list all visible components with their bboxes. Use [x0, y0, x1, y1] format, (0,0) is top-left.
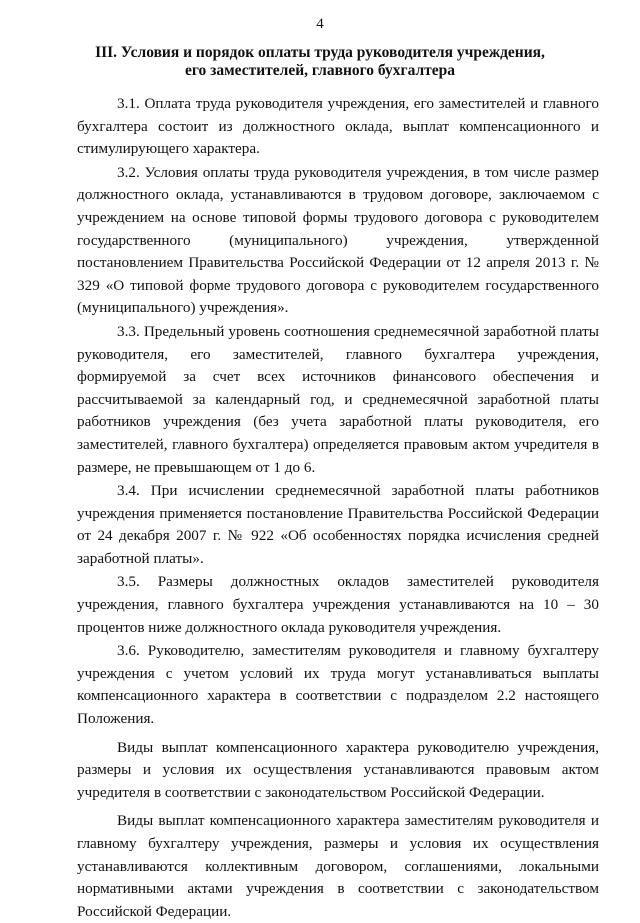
paragraph-3-3: 3.3. Предельный уровень соотношения среднемесячной заработной платы руководителя, его заместителей, главного бухгалтера учреждения, формируемой за счет всех источников финансового обеспечения и рассчитываемой за календарный год, и среднемесячной заработной платы работников учреждения (без учета заработной платы руководителя, его заместителей, главного бухгалтера) определяется правовым актом учредителя в размере, не превышающем от 1 до 6. — [77, 322, 599, 476]
section-title-line-1: III. Условия и порядок оплаты труда руководителя учреждения, — [95, 44, 545, 61]
page-number: 4 — [316, 16, 324, 32]
document-body — [77, 93, 599, 923]
section-title — [80, 44, 560, 80]
paragraph-compensation-deputies: Виды выплат компенсационного характера заместителям руководителя и главному бухгалтеру учреждения, размеры и условия их осуществления устанавливаются коллективным договором, соглашениями, локальными нормативными актами учреждения в соответствии с законодательством Российской Федерации. — [77, 812, 599, 920]
section-title-line-2: его заместителей, главного бухгалтера — [184, 62, 456, 79]
paragraph-3-4: 3.4. При исчислении среднемесячной заработной платы работников учреждения применяется постановление Правительства Российской Федерации от 24 декабря 2007 г. № 922 «Об особенностях порядка исчисления средней заработной платы». — [77, 482, 599, 567]
paragraph-3-5: 3.5. Размеры должностных окладов заместителей руководителя учреждения, главного бухгалтера учреждения устанавливаются на 10 – 30 процентов ниже должностного оклада руководителя учреждения. — [77, 573, 599, 636]
paragraph-3-2: 3.2. Условия оплаты труда руководителя учреждения, в том числе размер должностного оклада, устанавливаются в трудовом договоре, заключаемом с учреждением на основе типовой формы трудового договора с руководителем государственного (муниципального) учреждения, утвержденной постановлением Правительства Российской Федерации от 12 апреля 2013 г. № 329 «О типовой форме трудового договора с руководителем государственного (муниципального) учреждения». — [77, 163, 599, 317]
paragraph-3-1: 3.1. Оплата труда руководителя учреждения, его заместителей и главного бухгалтера состоит из должностного оклада, выплат компенсационного и стимулирующего характера. — [77, 95, 599, 158]
paragraph-3-6: 3.6. Руководителю, заместителям руководителя и главному бухгалтеру учреждения с учетом условий их труда могут устанавливаться выплаты компенсационного характера в соответствии с подразделом 2.2 настоящего Положения. — [77, 642, 599, 728]
paragraph-compensation-head: Виды выплат компенсационного характера руководителю учреждения, размеры и условия их осуществления устанавливаются правовым актом учредителя в соответствии с законодательством Российской Федерации. — [77, 738, 599, 801]
